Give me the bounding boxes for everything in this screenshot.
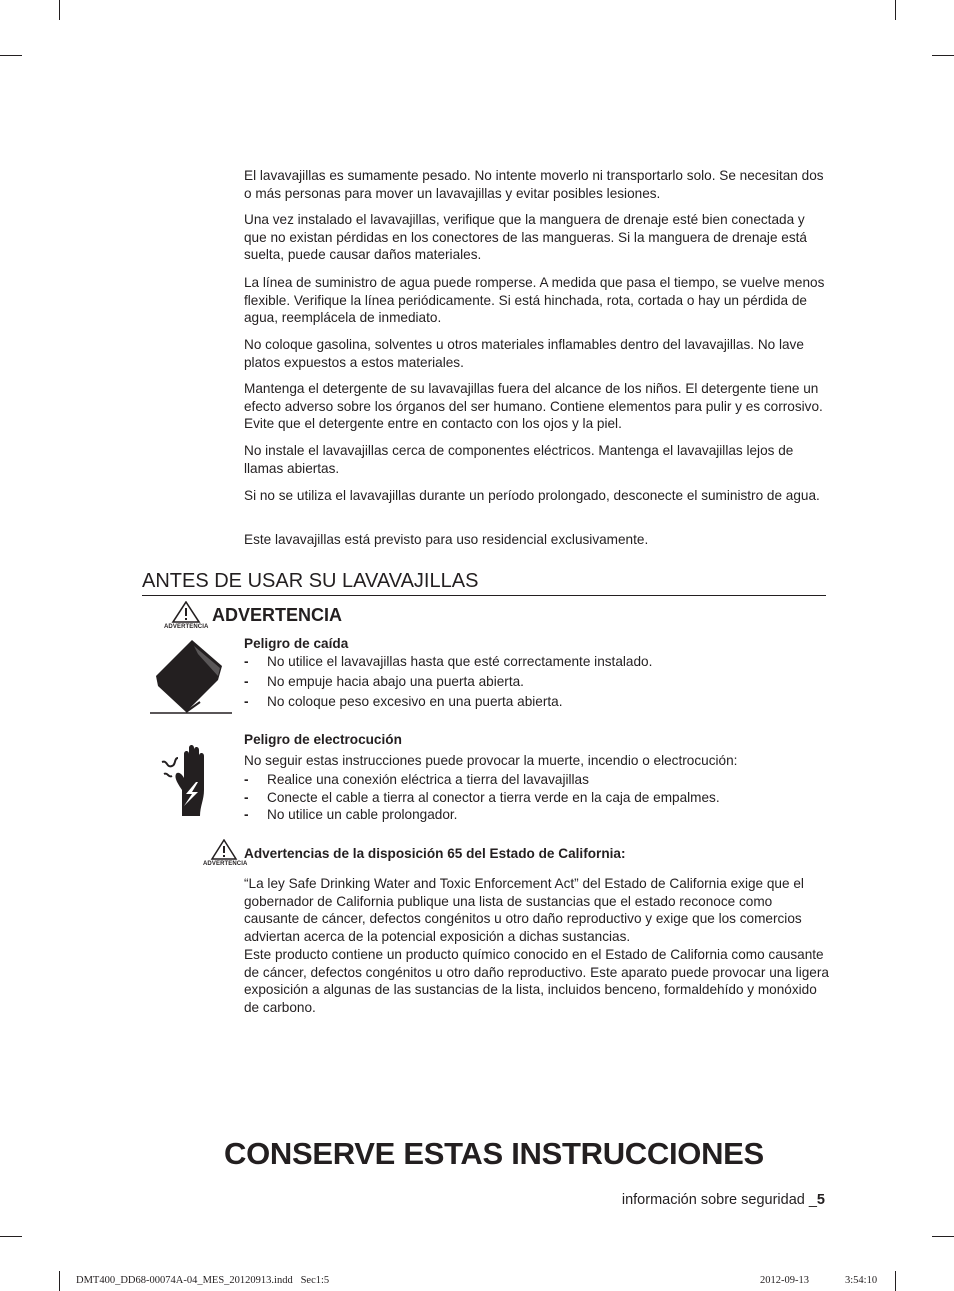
safety-paragraph: No coloque gasolina, solventes u otros materiales inflamables dentro del lavavajillas. No lave platos expuestos a estos materiales. <box>244 337 804 370</box>
crop-mark <box>0 55 22 56</box>
prop65-text: “La ley Safe Drinking Water and Toxic Enforcement Act” del Estado de California exige que el gobernador de California publique una lista de sustancias que el estado reconoce como causante de cáncer, defectos congénitos u otro daño reproductivo y exige que los comercios adviertan acerca de la potencial exposición a dichas sustancias. <box>244 876 804 944</box>
crop-mark <box>0 1236 22 1237</box>
tipping-hazard-icon <box>148 636 234 716</box>
electric-hazard-intro: No seguir estas instrucciones puede provocar la muerte, incendio o electrocución: <box>244 753 738 768</box>
page-title: CONSERVE ESTAS INSTRUCCIONES <box>224 1136 764 1171</box>
crop-mark <box>895 0 896 20</box>
safety-paragraph: Si no se utiliza el lavavajillas durante un período prolongado, desconecte el suministro de agua. <box>244 488 820 503</box>
bullet-dash: - <box>244 694 249 709</box>
bullet-text: No utilice un cable prolongador. <box>267 807 458 822</box>
warning-icon-label: ADVERTENCIA <box>164 624 209 630</box>
warning-icon-label: ADVERTENCIA <box>203 861 248 867</box>
safety-paragraph: Mantenga el detergente de su lavavajillas fuera del alcance de los niños. El detergente tiene un efecto adverso sobre los órganos del ser humano. Contiene elementos para pulir y es corrosivo. Evite que el detergente entre en contacto con los ojos y la piel. <box>244 381 823 432</box>
safety-paragraph: Una vez instalado el lavavajillas, verifique que la manguera de drenaje esté bien conectada y que no existan pérdidas en los conectores de las mangueras. Si la manguera de drenaje está suelta, puede causar daños materiales. <box>244 212 807 263</box>
safety-paragraph: No instale el lavavajillas cerca de componentes eléctricos. Mantenga el lavavajillas lejos de llamas abiertas. <box>244 443 794 476</box>
prop65-title: Advertencias de la disposición 65 del Estado de California: <box>244 846 626 861</box>
crop-mark <box>59 0 60 20</box>
fall-hazard-title: Peligro de caída <box>244 636 349 651</box>
bullet-text: No utilice el lavavajillas hasta que esté correctamente instalado. <box>267 654 653 669</box>
print-slug-time: 3:54:10 <box>845 1275 878 1286</box>
warning-triangle-icon <box>171 601 201 623</box>
crop-mark <box>932 55 954 56</box>
crop-mark <box>59 1271 60 1291</box>
electric-hazard-title: Peligro de electrocución <box>244 732 402 747</box>
bullet-dash: - <box>244 674 249 689</box>
page-footer <box>622 1190 825 1210</box>
safety-paragraph: La línea de suministro de agua puede romperse. A medida que pasa el tiempo, se vuelve menos flexible. Verifique la línea periódicamente. Si está hinchada, rota, cortada o hay un pérdida de agua, reemplácela de inmediato. <box>244 275 825 326</box>
crop-mark <box>895 1271 896 1291</box>
warning-title: ADVERTENCIA <box>212 605 343 625</box>
prop65-text: Este producto contiene un producto químico conocido en el Estado de California como causante de cáncer, defectos congénitos u otro daño reproductivo. Este aparato puede provocar una ligera exposición a algunas de las sustancias de la lista, incluidos benceno, formaldehído y monóxido de carbono. <box>244 947 829 1015</box>
bullet-text: No coloque peso excesivo en una puerta abierta. <box>267 694 563 709</box>
page-number: 5 <box>816 1192 825 1208</box>
safety-paragraph: Este lavavajillas está previsto para uso residencial exclusivamente. <box>244 532 649 547</box>
footer-section: información sobre seguridad _ <box>621 1192 817 1208</box>
crop-mark <box>932 1236 954 1237</box>
bullet-dash: - <box>244 654 249 669</box>
safety-paragraph: El lavavajillas es sumamente pesado. No intente moverlo ni transportarlo solo. Se necesitan dos o más personas para mover un lavavajillas y evitar posibles lesiones. <box>244 168 824 201</box>
bullet-dash: - <box>244 772 249 787</box>
warning-triangle-icon <box>210 839 238 860</box>
section-heading: ANTES DE USAR SU LAVAVAJILLAS <box>142 568 826 596</box>
bullet-dash: - <box>244 807 249 822</box>
electric-shock-hand-icon <box>160 740 220 818</box>
bullet-dash: - <box>244 790 249 805</box>
bullet-text: Conecte el cable a tierra al conector a tierra verde en la caja de empalmes. <box>267 790 720 805</box>
bullet-text: Realice una conexión eléctrica a tierra del lavavajillas <box>267 772 589 787</box>
print-slug-file: DMT400_DD68-00074A-04_MES_20120913.indd Sec1:5 <box>76 1275 330 1286</box>
print-slug-date: 2012-09-13 <box>760 1275 809 1286</box>
bullet-text: No empuje hacia abajo una puerta abierta. <box>267 674 524 689</box>
